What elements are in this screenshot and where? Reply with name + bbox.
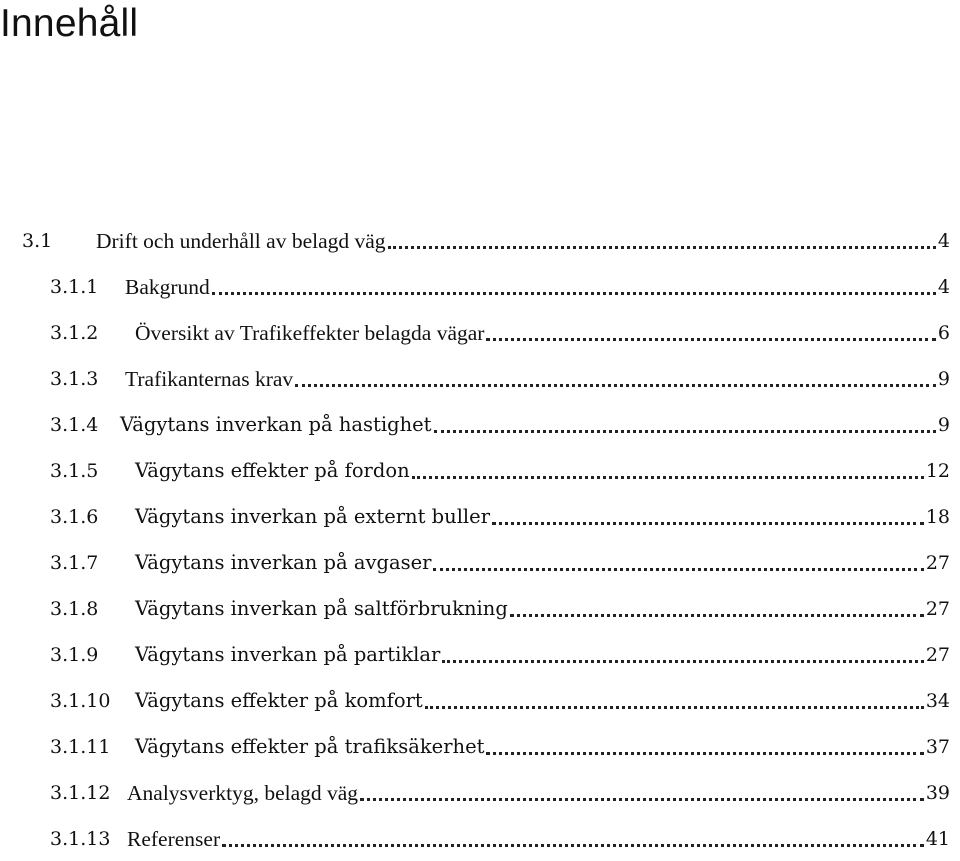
- toc-entry[interactable]: [50, 545, 950, 577]
- toc-entry-title: Referenser: [127, 827, 221, 851]
- dot-leader: [433, 564, 923, 571]
- toc-entry-page: 27: [925, 644, 950, 666]
- toc-entry-number: 3.1.3: [50, 368, 99, 390]
- toc-entry-title: Vägytans inverkan på saltförbrukning: [135, 597, 508, 620]
- toc-entry-page: 6: [937, 322, 950, 344]
- toc-entry[interactable]: [50, 315, 950, 347]
- toc-entry-title: Vägytans effekter på fordon: [135, 459, 410, 482]
- toc-entry-title: Vägytans inverkan på externt buller: [135, 505, 491, 528]
- toc-entry-title: Bakgrund: [125, 275, 210, 299]
- toc-entry-number: 3.1.7: [50, 552, 99, 574]
- toc-entry-page: 18: [925, 506, 950, 528]
- dot-leader: [510, 610, 924, 617]
- dot-leader: [360, 794, 924, 801]
- toc-entry[interactable]: [50, 269, 950, 301]
- toc-entry-page: 9: [937, 414, 950, 436]
- dot-leader: [212, 288, 936, 295]
- dot-leader: [412, 472, 924, 479]
- toc-entry-title: Vägytans inverkan på partiklar: [135, 643, 441, 666]
- toc-entry[interactable]: [50, 775, 950, 807]
- toc-entry-number: 3.1.12: [50, 782, 111, 804]
- toc-entry-number: 3.1.9: [50, 644, 99, 666]
- dot-leader: [486, 748, 923, 755]
- dot-leader: [388, 242, 936, 249]
- dot-leader: [295, 380, 936, 387]
- toc-entry-number: 3.1.4: [50, 414, 99, 436]
- toc-entry-title: Analysverktyg, belagd väg: [127, 781, 359, 805]
- toc-entry-page: 37: [925, 736, 950, 758]
- dot-leader: [492, 518, 924, 525]
- toc-entry[interactable]: [50, 361, 950, 393]
- dot-leader: [222, 840, 924, 847]
- toc-entry[interactable]: [50, 821, 950, 853]
- toc-entry[interactable]: [22, 223, 950, 255]
- toc-entry-page: 27: [925, 552, 950, 574]
- toc-entry-title: Vägytans effekter på trafiksäkerhet: [135, 735, 485, 758]
- toc-entry[interactable]: [50, 683, 950, 715]
- toc-entry-number: 3.1.10: [50, 690, 111, 712]
- toc-entry-page: 4: [937, 276, 950, 298]
- toc-entry-number: 3.1.8: [50, 598, 99, 620]
- toc-entry[interactable]: [50, 453, 950, 485]
- dot-leader: [442, 656, 923, 663]
- toc-entry-title: Vägytans inverkan på hastighet: [120, 413, 432, 436]
- page-title: Innehåll: [0, 2, 139, 45]
- toc-entry-number: 3.1.11: [50, 736, 111, 758]
- dot-leader: [425, 702, 924, 709]
- toc-entry-page: 41: [925, 828, 950, 850]
- toc-entry-page: 4: [937, 230, 950, 252]
- toc-entry[interactable]: [50, 499, 950, 531]
- toc-entry-page: 39: [925, 782, 950, 804]
- toc-entry-title: Trafikanternas krav: [125, 367, 294, 391]
- toc-entry-number: 3.1.1: [50, 276, 99, 298]
- toc-entry-page: 9: [937, 368, 950, 390]
- toc-entry-page: 34: [925, 690, 950, 712]
- toc-entry-title: Översikt av Trafikeffekter belagda vägar: [135, 321, 485, 345]
- dot-leader: [486, 334, 935, 341]
- toc-entry-number: 3.1: [22, 230, 53, 252]
- toc-entry[interactable]: [50, 637, 950, 669]
- toc-entry-title: Drift och underhåll av belagd väg: [96, 229, 386, 253]
- toc-entry-page: 12: [925, 460, 950, 482]
- toc-entry-title: Vägytans inverkan på avgaser: [135, 551, 432, 574]
- toc-entry-number: 3.1.5: [50, 460, 99, 482]
- dot-leader: [434, 426, 936, 433]
- toc-entry-number: 3.1.2: [50, 322, 99, 344]
- toc-entry-number: 3.1.6: [50, 506, 99, 528]
- toc-entry-title: Vägytans effekter på komfort: [135, 689, 423, 712]
- toc-entry[interactable]: [50, 407, 950, 439]
- toc-entry-number: 3.1.13: [50, 828, 111, 850]
- toc-entry-page: 27: [925, 598, 950, 620]
- toc-entry[interactable]: [50, 729, 950, 761]
- toc-entry[interactable]: [50, 591, 950, 623]
